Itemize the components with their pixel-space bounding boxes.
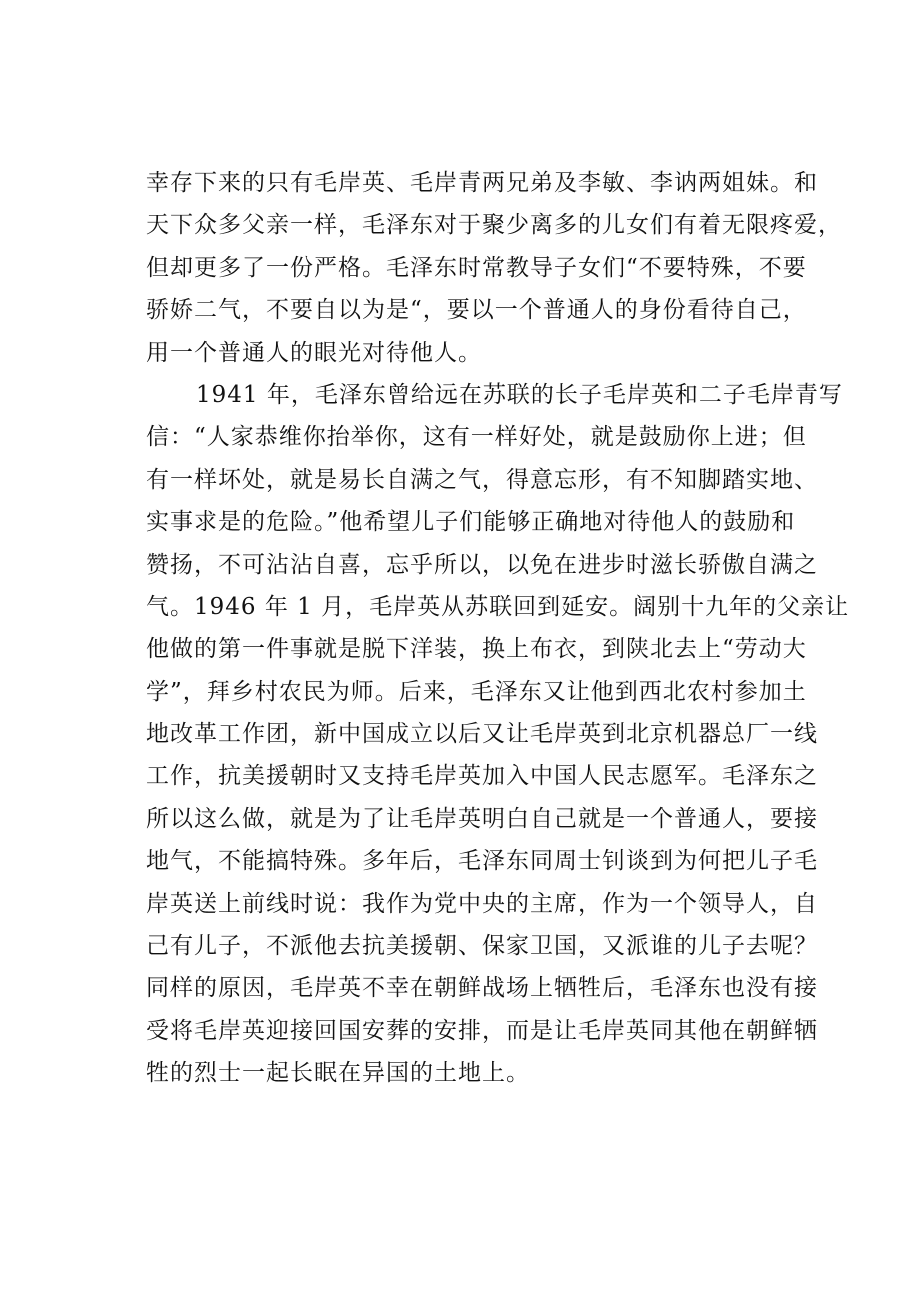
text-line: 骄娇二气，不要自以为是“，要以一个普通人的身份看待自己， — [146, 297, 807, 324]
text-line: 地改革工作团，新中国成立以后又让毛岸英到北京机器总厂一线 — [146, 721, 818, 748]
text-line: 受将毛岸英迎接回国安葬的安排，而是让毛岸英同其他在朝鲜牺 — [146, 1017, 818, 1044]
paragraph-1 — [146, 162, 842, 374]
text-line: 学”，拜乡村农民为师。后来，毛泽东又让他到西北农村参加土 — [146, 678, 807, 705]
text-line: 工作，抗美援朝时又支持毛岸英加入中国人民志愿军。毛泽东之 — [146, 763, 818, 790]
text-line: 岸英送上前线时说：我作为党中央的主席，作为一个领导人，自 — [146, 890, 818, 917]
text-line: 所以这么做，就是为了让毛岸英明白自己就是一个普通人，要接 — [146, 805, 818, 832]
text-line: 信：“人家恭维你抬举你，这有一样好处，就是鼓励你上进；但 — [146, 424, 807, 451]
text-line: 他做的第一件事就是脱下洋装，换上布衣，到陕北去上“劳动大 — [146, 636, 807, 663]
text-line: 己有儿子，不派他去抗美援朝、保家卫国，又派谁的儿子去呢？ — [146, 933, 818, 960]
text-line: 实事求是的危险。”他希望儿子们能够正确地对待他人的鼓励和 — [146, 509, 796, 536]
text-line: 天下众多父亲一样，毛泽东对于聚少离多的儿女们有着无限疼爱， — [146, 212, 842, 239]
text-line: 用一个普通人的眼光对待他人。 — [146, 339, 482, 366]
text-line: 幸存下来的只有毛岸英、毛岸青两兄弟及李敏、李讷两姐妹。和 — [146, 170, 818, 196]
paragraph-2 — [146, 374, 850, 1095]
text-line-indented: 1941 年，毛泽东曾给远在苏联的长子毛岸英和二子毛岸青写 — [196, 381, 843, 408]
text-line: 有一样坏处，就是易长自满之气，得意忘形，有不知脚踏实地、 — [146, 466, 818, 493]
body-text — [146, 162, 850, 1095]
text-line: 地气，不能搞特殊。多年后，毛泽东同周士钊谈到为何把儿子毛 — [146, 848, 818, 875]
text-line: 同样的原因，毛岸英不幸在朝鲜战场上牺牲后，毛泽东也没有接 — [146, 975, 818, 1002]
text-line: 气。1946 年 1 月，毛岸英从苏联回到延安。阔别十九年的父亲让 — [146, 593, 850, 620]
text-line: 赞扬，不可沾沾自喜，忘乎所以，以免在进步时滋长骄傲自满之 — [146, 551, 818, 578]
text-line: 但却更多了一份严格。毛泽东时常教导子女们“不要特殊，不要 — [146, 254, 807, 281]
text-line: 牲的烈士一起长眠在异国的土地上。 — [146, 1060, 530, 1087]
